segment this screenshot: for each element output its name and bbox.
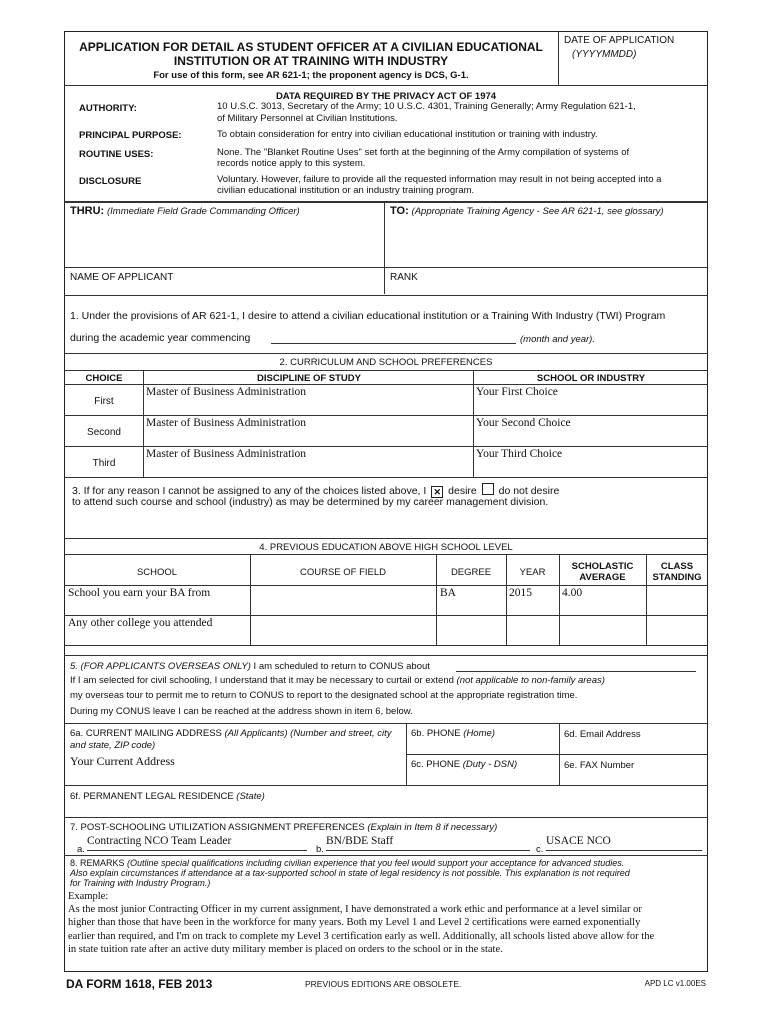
remarks-line: higher than those that have been in the workforce for many years. Both my Level 1 and Level 2 certifications were earned exponentially — [68, 917, 641, 929]
phone-duty-field[interactable] — [408, 771, 557, 784]
rank-field[interactable] — [386, 283, 706, 295]
item7-label: 7. POST-SCHOOLING UTILIZATION ASSIGNMENT PREFERENCES (Explain in Item 8 if necessary) — [70, 822, 498, 833]
discipline-field-2[interactable]: Master of Business Administration — [146, 417, 307, 429]
col-degree: DEGREE — [450, 567, 492, 578]
to-label: TO: — [390, 205, 409, 217]
col-choice: CHOICE — [85, 373, 123, 384]
thru-block — [70, 205, 300, 217]
permanent-residence-label: 6f. PERMANENT LEGAL RESIDENCE (State) — [70, 791, 265, 802]
col-course: COURSE OF FIELD — [299, 567, 387, 578]
edu-degree-field-1[interactable]: BA — [440, 587, 456, 599]
mailing-address-field[interactable]: Your Current Address — [70, 754, 175, 768]
date-format-hint: (YYYYMMDD) — [572, 49, 637, 60]
desire-label: desire — [448, 485, 477, 497]
choice-second: Second — [87, 427, 121, 438]
date-of-application-field[interactable] — [559, 32, 706, 84]
conus-return-date-field[interactable] — [456, 659, 696, 672]
discipline-field-3[interactable]: Master of Business Administration — [146, 448, 307, 460]
to-block — [390, 205, 664, 217]
email-label: 6d. Email Address — [564, 729, 641, 740]
school-field-2[interactable]: Your Second Choice — [476, 417, 571, 429]
col-scholastic-average: SCHOLASTIC AVERAGE — [571, 561, 634, 583]
date-label: DATE OF APPLICATION — [564, 35, 675, 46]
phone-home-label: 6b. PHONE (Home) — [411, 728, 495, 739]
assignment-pref-b[interactable]: BN/BDE Staff — [326, 835, 530, 851]
form-title-line2: INSTITUTION OR AT TRAINING WITH INDUSTRY — [173, 54, 449, 68]
rank-label: RANK — [390, 272, 418, 283]
disclosure-text: Voluntary. However, failure to provide all the requested information may result in not being accepted into a civilian educational institution or an industry training program. — [217, 174, 662, 196]
edu-school-field-2[interactable]: Any other college you attended — [68, 617, 213, 629]
authority-label: AUTHORITY: — [79, 103, 137, 114]
school-field-1[interactable]: Your First Choice — [476, 386, 558, 398]
education-heading: 4. PREVIOUS EDUCATION ABOVE HIGH SCHOOL LEVEL — [259, 542, 513, 553]
phone-duty-label: 6c. PHONE (Duty - DSN) — [411, 759, 518, 770]
applicant-name-label: NAME OF APPLICANT — [70, 272, 174, 283]
academic-year-hint: (month and year). — [520, 334, 595, 345]
edu-course-field-1[interactable] — [253, 587, 433, 613]
not-desire-label: do not desire — [498, 485, 560, 497]
form-title-line1: APPLICATION FOR DETAIL AS STUDENT OFFICER AT A CIVILIAN EDUCATIONAL — [79, 40, 543, 54]
thru-field[interactable] — [65, 220, 383, 266]
col-class-standing: CLASS STANDING — [652, 561, 702, 583]
permanent-residence-field[interactable] — [66, 803, 706, 815]
fax-field[interactable] — [561, 771, 706, 784]
remarks-line: Example: — [68, 891, 109, 902]
choice-third: Third — [92, 458, 116, 469]
item5-line1: 5. (FOR APPLICANTS OVERSEAS ONLY) I am scheduled to return to CONUS about — [70, 661, 430, 672]
school-field-3[interactable]: Your Third Choice — [476, 448, 563, 460]
remarks-line: earlier than required, and I'm on track to complete my Level 3 certification early as well. Additionally, all schools listed above allow for the — [68, 930, 655, 942]
to-hint: (Appropriate Training Agency - See AR 621-1, see glossary) — [411, 206, 664, 217]
item7-a-label: a. — [77, 844, 85, 855]
edu-standing-field-2[interactable] — [649, 617, 706, 643]
thru-hint: (Immediate Field Grade Commanding Officer) — [107, 206, 300, 217]
item5-line3: my overseas tour to permit me to return to CONUS to report to the designated school at the appropriate registration time. — [70, 690, 578, 701]
item5-line4: During my CONUS leave I can be reached at the address shown in item 6, below. — [70, 706, 413, 717]
assignment-pref-c[interactable]: USACE NCO — [546, 835, 702, 851]
item5-line2: If I am selected for civil schooling, I understand that it may be necessary to curtail or extend (not applicable to non-family areas) — [70, 675, 605, 686]
fax-label: 6e. FAX Number — [564, 760, 635, 771]
edu-average-field-1[interactable]: 4.00 — [562, 587, 583, 599]
editions-notice: PREVIOUS EDITIONS ARE OBSOLETE. — [305, 979, 462, 989]
phone-home-field[interactable] — [408, 740, 557, 753]
authority-text: 10 U.S.C. 3013, Secretary of the Army; 10 U.S.C. 4301, Training Generally; Army Regulation 621-1, of Military Personnel at Civilian Institutions. — [217, 101, 636, 124]
disclosure-label: DISCLOSURE — [79, 176, 142, 187]
item7-b-label: b. — [316, 844, 324, 855]
routine-uses-label: ROUTINE USES: — [79, 149, 154, 160]
item3-line1: 3. If for any reason I cannot be assigned to any of the choices listed above, I ✕ desire do not desire — [72, 485, 560, 497]
remarks-label: 8. REMARKS (Outline special qualifications including civilian experience that you feel would support your acceptance for advanced studies. Also explain circumstances if attendance at a tax-supported school in state of legal residency is not possible. This explanation is not required for Training with Industry Program.) — [70, 858, 630, 888]
col-year: YEAR — [519, 567, 546, 578]
form-title — [64, 40, 558, 68]
assignment-pref-a[interactable]: Contracting NCO Team Leader — [87, 835, 307, 851]
item1-text: 1. Under the provisions of AR 621-1, I desire to attend a civilian educational institution or a Training With Industry (TWI) Program — [70, 310, 666, 322]
edu-school-field-1[interactable]: School you earn your BA from — [68, 587, 211, 599]
discipline-field-1[interactable]: Master of Business Administration — [146, 386, 307, 398]
privacy-heading: DATA REQUIRED BY THE PRIVACY ACT OF 1974 — [275, 91, 497, 102]
remarks-line: in state tuition rate after an active duty military member is placed on orders to the school or in the state. — [68, 943, 503, 955]
item1-text2: during the academic year commencing — [70, 332, 251, 344]
to-field[interactable] — [386, 220, 706, 266]
col-school: SCHOOL — [136, 567, 178, 578]
item3-line2: to attend such course and school (industry) as may be determined by my career management division. — [72, 496, 549, 508]
mailing-address-label: 6a. CURRENT MAILING ADDRESS (All Applicants) (Number and street, city and state, ZIP code) — [70, 728, 392, 751]
desire-checkbox[interactable]: ✕ — [431, 486, 443, 498]
routine-uses-text: None. The "Blanket Routine Uses" set forth at the beginning of the Army compilation of systems of records notice apply to this system. — [217, 147, 630, 169]
form-subtitle: For use of this form, see AR 621-1; the proponent agency is DCS, G-1. — [153, 70, 469, 81]
edu-year-field-2[interactable] — [509, 617, 557, 643]
edu-course-field-2[interactable] — [253, 617, 433, 643]
not-desire-checkbox[interactable] — [482, 483, 494, 495]
remarks-field[interactable] — [68, 890, 706, 956]
form-number: DA FORM 1618, FEB 2013 — [66, 977, 213, 991]
thru-label: THRU: — [70, 205, 105, 217]
curriculum-heading: 2. CURRICULUM AND SCHOOL PREFERENCES — [279, 357, 493, 368]
edu-average-field-2[interactable] — [562, 617, 644, 643]
applicant-name-field[interactable] — [65, 283, 383, 295]
remarks-line: As the most junior Contracting Officer in my current assignment, I have demonstrated a work ethic and performance at a level similar or — [68, 904, 642, 916]
edu-standing-field-1[interactable] — [649, 587, 706, 613]
email-field[interactable] — [561, 740, 706, 753]
academic-year-field[interactable] — [271, 330, 516, 344]
col-discipline: DISCIPLINE OF STUDY — [257, 373, 361, 384]
item7-c-label: c. — [536, 844, 544, 855]
principal-purpose-text: To obtain consideration for entry into civilian educational institution or training with industry. — [217, 129, 598, 140]
form-version: APD LC v1.00ES — [644, 979, 706, 988]
principal-purpose-label: PRINCIPAL PURPOSE: — [79, 130, 182, 141]
choice-first: First — [94, 396, 114, 407]
edu-year-field-1[interactable]: 2015 — [509, 587, 532, 599]
edu-degree-field-2[interactable] — [440, 617, 504, 643]
col-school-industry: SCHOOL OR INDUSTRY — [536, 373, 646, 384]
